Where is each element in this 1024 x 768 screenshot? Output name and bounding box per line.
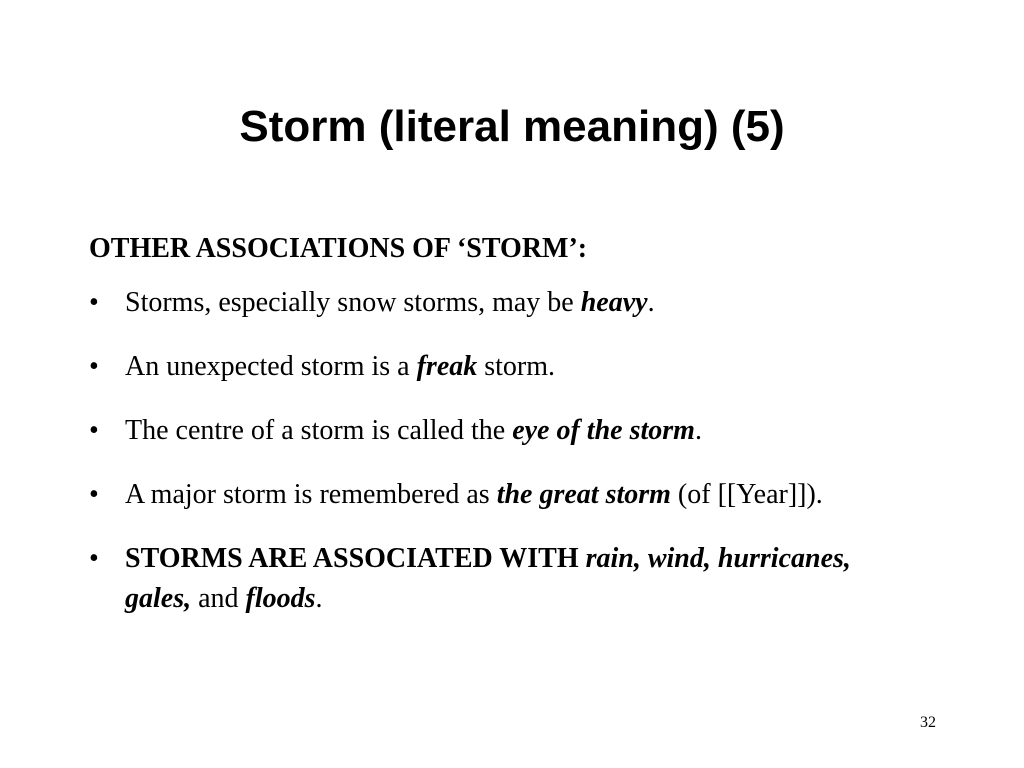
- section-heading: OTHER ASSOCIATIONS OF ‘STORM’:: [89, 233, 588, 264]
- bullet-text: The centre of a storm is called the: [125, 415, 513, 446]
- bullet-item: [89, 411, 889, 451]
- bullet-emphasis: freak: [416, 351, 478, 382]
- bullet-emphasis: rain, wind, hurricanes, gales,: [125, 543, 851, 614]
- slide-body: [89, 229, 889, 643]
- bullet-text: Storms, especially snow storms, may be: [125, 287, 581, 318]
- bullet-item: [89, 539, 889, 619]
- bullet-bold-lead: STORMS ARE ASSOCIATED WITH: [125, 543, 586, 574]
- bullet-text: A major storm is remembered as: [125, 479, 497, 510]
- bullet-item: [89, 475, 889, 515]
- bullet-emphasis: eye of the storm: [512, 415, 695, 446]
- bullet-text-end: .: [694, 415, 702, 446]
- page-number: 32: [920, 714, 936, 731]
- bullet-item: [89, 347, 889, 387]
- bullet-list: [89, 283, 889, 619]
- slide-title: Storm (literal meaning) (5): [239, 102, 785, 151]
- bullet-icon: •: [89, 543, 99, 574]
- bullet-text-end: storm.: [477, 351, 556, 382]
- bullet-emphasis: the great storm: [496, 479, 671, 510]
- bullet-item: [89, 283, 889, 323]
- bullet-icon: •: [89, 479, 99, 510]
- bullet-emphasis-2: floods: [245, 583, 316, 614]
- bullet-text: An unexpected storm is a: [125, 351, 417, 382]
- bullet-icon: •: [89, 287, 99, 318]
- bullet-text-end: .: [315, 583, 323, 614]
- bullet-emphasis: heavy: [580, 287, 648, 318]
- bullet-text-end: (of [[Year]]).: [670, 479, 823, 510]
- bullet-connector: and: [191, 583, 246, 614]
- bullet-icon: •: [89, 415, 99, 446]
- bullet-icon: •: [89, 351, 99, 382]
- bullet-text-end: .: [647, 287, 655, 318]
